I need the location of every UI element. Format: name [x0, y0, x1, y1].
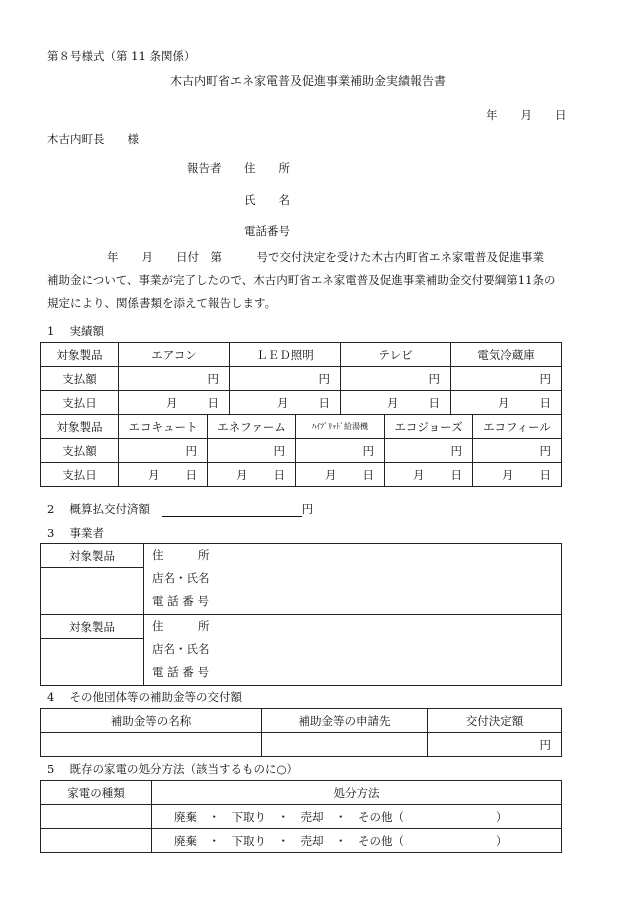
month-unit: 月: [236, 467, 248, 482]
disposal-table: [40, 780, 562, 853]
body-line-1: 年 月 日付 第 号で交付決定を受けた木古内町省エネ家電普及促進事業: [107, 250, 544, 264]
yen-unit: 円: [273, 443, 285, 458]
business-address-label: 住 所: [152, 619, 210, 633]
table-row: [41, 805, 562, 829]
product-name: エコキュート: [119, 415, 208, 439]
product-row-label: 対象製品: [41, 343, 119, 367]
decided-amount-cell[interactable]: [428, 733, 562, 757]
yen-unit: 円: [450, 443, 462, 458]
addressee: 木古内町長 様: [47, 132, 139, 146]
section-1-heading: 1 実績額: [47, 324, 104, 338]
month-unit: 月: [413, 467, 425, 482]
business-shop-name-label: 店名・氏名: [152, 642, 210, 656]
subsidy-name-cell[interactable]: [41, 733, 262, 757]
disposal-options[interactable]: 廃棄 ・ 下取り ・ 売却 ・ その他（ ）: [152, 805, 562, 829]
day-unit: 日: [273, 467, 285, 482]
section-4-heading: 4 その他団体等の補助金等の交付額: [47, 690, 242, 704]
product-name: テレビ: [341, 343, 451, 367]
reporter-name-label: 氏 名: [244, 193, 290, 207]
table-row: [41, 367, 562, 391]
col-disposal-method: 処分方法: [152, 781, 562, 805]
section-2-heading: [47, 501, 313, 517]
results-table-b: [40, 414, 562, 487]
col-subsidy-name: 補助金等の名称: [41, 709, 262, 733]
yen-unit: 円: [362, 443, 374, 458]
paid-date-cell[interactable]: [230, 391, 341, 415]
reporter-phone-label: 電話番号: [244, 224, 290, 238]
section-5-heading: 5 既存の家電の処分方法（該当するものに○）: [47, 762, 299, 776]
paid-date-cell[interactable]: [119, 391, 230, 415]
product-name: エコジョーズ: [385, 415, 473, 439]
business-phone-label: 電 話 番 号: [152, 665, 209, 679]
day-unit: 日: [185, 467, 197, 482]
table-row: [41, 781, 562, 805]
paid-amount-cell[interactable]: [451, 367, 562, 391]
month-unit: 月: [387, 395, 399, 410]
body-line-2: 補助金について、事業が完了したので、木古内町省エネ家電普及促進事業補助金交付要綱第11条の: [47, 273, 556, 287]
appliance-type-cell[interactable]: [41, 829, 152, 853]
date-row-label: 支払日: [41, 391, 119, 415]
yen-unit: 円: [207, 371, 219, 386]
day-unit: 日: [539, 467, 551, 482]
product-name: エアコン: [119, 343, 230, 367]
paid-amount-cell[interactable]: [473, 439, 562, 463]
table-row: [41, 463, 562, 487]
table-row: [41, 615, 562, 639]
section-3-heading: 3 事業者: [47, 526, 104, 540]
business-product-label: 対象製品: [41, 615, 144, 639]
reporter-address-label: 住 所: [244, 161, 290, 175]
yen-unit: 円: [428, 371, 440, 386]
day-unit: 日: [450, 467, 462, 482]
business-address-label: 住 所: [152, 548, 210, 562]
table-row: [41, 391, 562, 415]
table-row: [41, 343, 562, 367]
business-info-cell[interactable]: [144, 615, 562, 686]
paid-date-cell[interactable]: [296, 463, 385, 487]
body-line-3: 規定により、関係書類を添えて報告します。: [47, 296, 277, 310]
business-info-cell[interactable]: [144, 544, 562, 615]
yen-unit: 円: [318, 371, 330, 386]
results-table-a: [40, 342, 562, 415]
paid-date-cell[interactable]: [119, 463, 208, 487]
form-number: 第８号様式（第 11 条関係）: [47, 49, 196, 63]
disposal-options[interactable]: 廃棄 ・ 下取り ・ 売却 ・ その他（ ）: [152, 829, 562, 853]
paid-amount-cell[interactable]: [341, 367, 451, 391]
paid-date-cell[interactable]: [341, 391, 451, 415]
day-unit: 日: [539, 395, 551, 410]
paid-date-cell[interactable]: [473, 463, 562, 487]
business-table: [40, 543, 562, 686]
subsidy-applicant-cell[interactable]: [262, 733, 428, 757]
product-name: 電気冷蔵庫: [451, 343, 562, 367]
product-name: エコフィール: [473, 415, 562, 439]
business-product-label: 対象製品: [41, 544, 144, 568]
month-unit: 月: [498, 395, 510, 410]
business-shop-name-label: 店名・氏名: [152, 571, 210, 585]
table-row: [41, 733, 562, 757]
paid-date-cell[interactable]: [451, 391, 562, 415]
advance-amount-field[interactable]: [162, 504, 302, 517]
section-2-label: 2 概算払交付済額: [47, 502, 150, 516]
paid-amount-cell[interactable]: [296, 439, 385, 463]
report-date: 年 月 日: [486, 108, 567, 122]
product-name: エネファーム: [208, 415, 296, 439]
date-row-label: 支払日: [41, 463, 119, 487]
yen-unit: 円: [539, 443, 551, 458]
paid-amount-cell[interactable]: [385, 439, 473, 463]
document-title: 木古内町省エネ家電普及促進事業補助金実績報告書: [170, 74, 447, 88]
yen-unit: 円: [185, 443, 197, 458]
paid-amount-cell[interactable]: [119, 367, 230, 391]
day-unit: 日: [362, 467, 374, 482]
table-row: [41, 439, 562, 463]
table-row: [41, 709, 562, 733]
table-row: [41, 415, 562, 439]
month-unit: 月: [277, 395, 289, 410]
yen-unit: 円: [301, 502, 314, 516]
day-unit: 日: [207, 395, 219, 410]
month-unit: 月: [325, 467, 337, 482]
yen-unit: 円: [539, 737, 551, 752]
business-product-value[interactable]: [41, 568, 144, 615]
business-phone-label: 電 話 番 号: [152, 594, 209, 608]
yen-unit: 円: [539, 371, 551, 386]
paid-row-label: 支払額: [41, 439, 119, 463]
paid-date-cell[interactable]: [208, 463, 296, 487]
month-unit: 月: [502, 467, 514, 482]
month-unit: 月: [166, 395, 178, 410]
month-unit: 月: [148, 467, 160, 482]
other-subsidy-table: [40, 708, 562, 757]
col-appliance-type: 家電の種類: [41, 781, 152, 805]
product-row-label: 対象製品: [41, 415, 119, 439]
day-unit: 日: [428, 395, 440, 410]
paid-amount-cell[interactable]: [119, 439, 208, 463]
product-name: ＬＥＤ照明: [230, 343, 341, 367]
day-unit: 日: [318, 395, 330, 410]
paid-amount-cell[interactable]: [208, 439, 296, 463]
reporter-label: 報告者: [187, 161, 222, 175]
table-row: [41, 829, 562, 853]
col-decided-amount: 交付決定額: [428, 709, 562, 733]
col-subsidy-applicant: 補助金等の申請先: [262, 709, 428, 733]
product-name: ﾊｲﾌﾞﾘｯﾄﾞ給湯機: [296, 415, 385, 439]
business-product-value[interactable]: [41, 639, 144, 686]
paid-row-label: 支払額: [41, 367, 119, 391]
table-row: [41, 544, 562, 568]
paid-date-cell[interactable]: [385, 463, 473, 487]
appliance-type-cell[interactable]: [41, 805, 152, 829]
paid-amount-cell[interactable]: [230, 367, 341, 391]
